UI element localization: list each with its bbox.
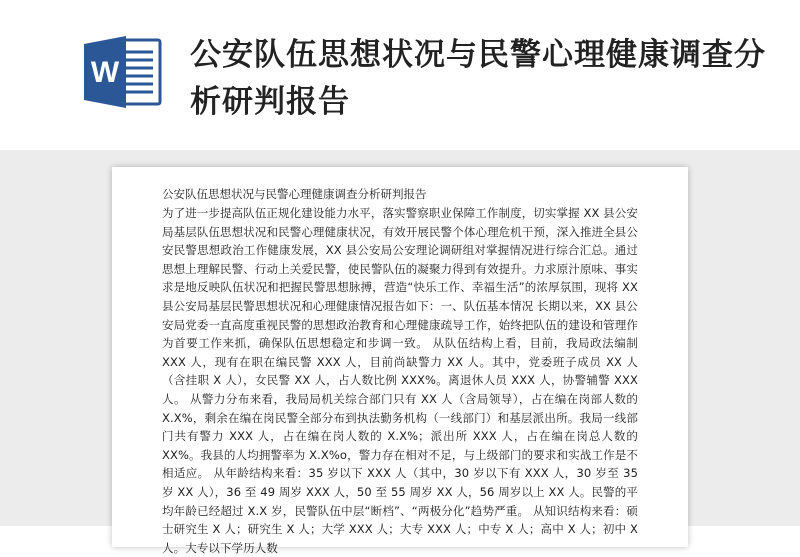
document-page <box>112 167 688 555</box>
word-icon-letter: W <box>90 56 120 89</box>
word-icon[interactable] <box>82 34 164 110</box>
document-title: 公安队伍思想状况与民警心理健康调查分析研判报告 <box>190 37 766 120</box>
header <box>0 0 800 150</box>
document-heading: 公安队伍思想状况与民警心理健康调查分析研判报告 <box>162 187 427 201</box>
document-body: 为了进一步提高队伍正规化建设能力水平，落实警察职业保障工作制度，切实掌握 XX 县公安局基层队伍思想状况和民警心理健康状况，有效开展民警个体心理危机干预，深入推进全县公安民警思想政治工作健康发展，XX 县公安局公安理论调研组对掌握情况进行综合汇总。通过思想上理解民警、行动上关爱民警，使民警队伍的凝聚力得到有效提升。力求原汁原味、事实求是地反映队伍状况和把握民警思想脉搏，营造“快乐工作、幸福生活”的浓厚氛围，现将 XX 县公安局基层民警思想状况和心理健康情况报告如下：一、队伍基本情况 长期以来，XX 县公安局党委一直高度重视民警的思想政治教育和心理健康疏导工作，始终把队伍的建设和管理作为首要工作来抓，确保队伍思想稳定和步调一致。 从队伍结构上看，目前，我局政法编制 XXX 人，现有在职在编民警 XXX 人，目前尚缺警力 XX 人。其中，党委班子成员 XX 人（含挂职 X 人），女民警 XX 人，占人数比例 XXX%。离退休人员 XXX 人，协警辅警 XXX 人。 从警力分布来看，我局局机关综合部门只有 XX 人（含局领导），占在编在岗部人数的 X.X%，剩余在编在岗民警全部分布到执法勤务机构（一线部门）和基层派出所。我局一线部门共有警力 XXX 人，占在编在岗人数的 X.X%；派出所 XXX 人，占在编在岗总人数的 XX%。我县的人均拥警率为 X.X%o，警力存在相对不足，与上级部门的要求和实战工作是不相适应。 从年龄结构来看：35 岁以下 XXX 人（其中，30 岁以下有 XXX 人，30 岁至 35 岁 XX 人），36 至 49 周岁 XXX 人，50 至 55 周岁 XX 人，56 周岁以上 XX 人。民警的平均年龄已经超过 X.X 岁，民警队伍中层“断档”、“两极分化”趋势严重。 从知识结构来看：硕士研究生 X 人；研究生 X 人；大学 XXX 人；大专 XXX 人；中专 X 人；高中 X 人；初中 X 人。大专以下学历人数 <box>162 206 638 555</box>
document-content <box>162 185 638 557</box>
